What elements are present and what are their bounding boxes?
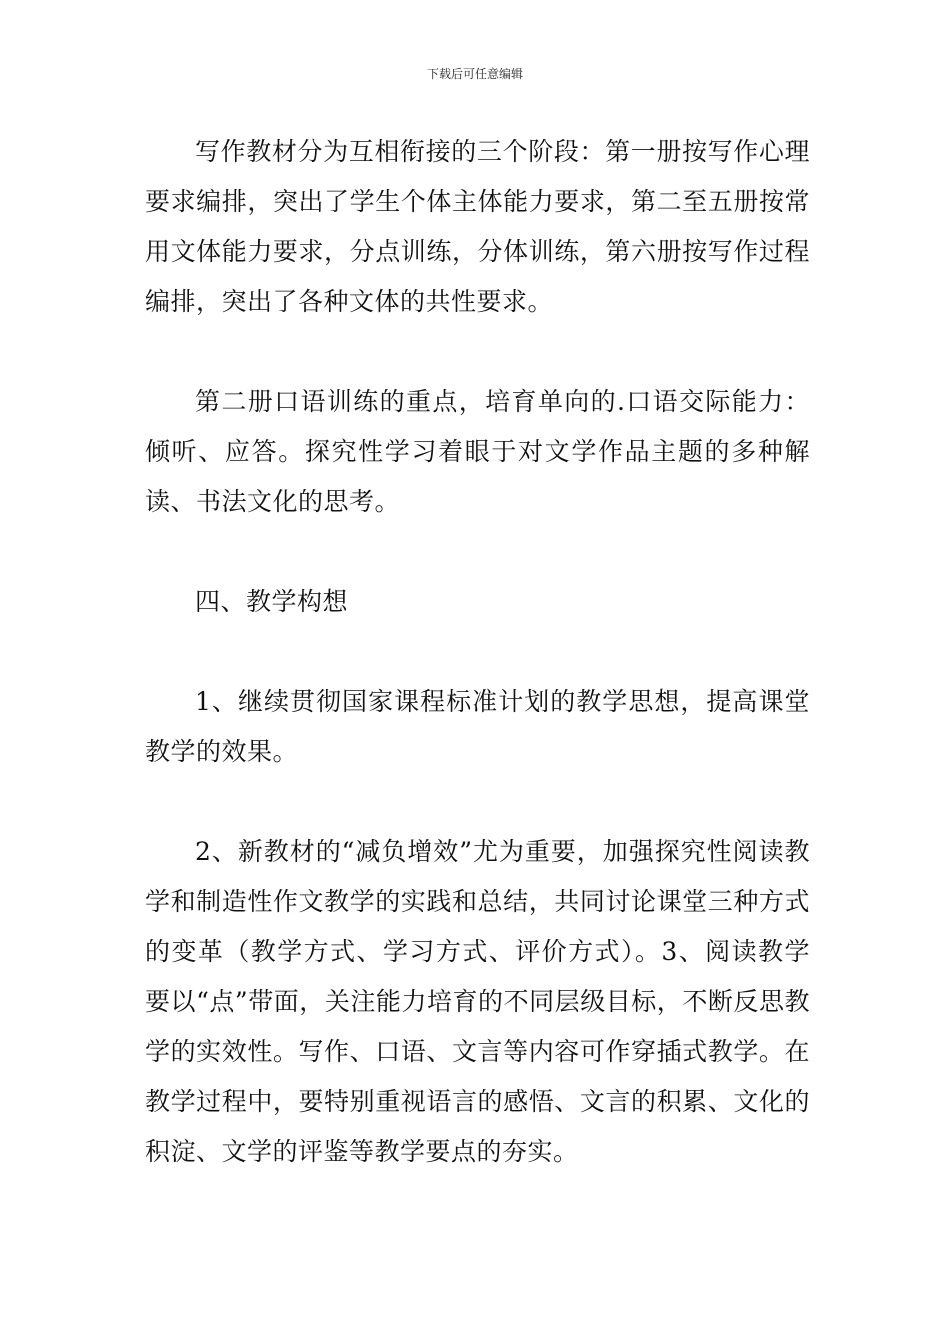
- paragraph-oral-training: 第二册口语训练的重点，培育单向的.口语交际能力：倾听、应答。探究性学习着眼于对文学作品主题的多种解读、书法文化的思考。: [145, 387, 810, 516]
- paragraph-gap: [145, 627, 810, 677]
- paragraph-item-1: 1、继续贯彻国家课程标准计划的教学思想，提高课堂教学的效果。: [145, 687, 810, 766]
- document-body: [145, 127, 810, 1177]
- paragraph-item-2-3: 2、新教材的“减负增效”尤为重要，加强探究性阅读教学和制造性作文教学的实践和总结，共同讨论课堂三种方式的变革（教学方式、学习方式、评价方式）。3、阅读教学要以“点”带面，关注能力培育的不同层级目标，不断反思教学的实效性。写作、口语、文言等内容可作穿插式教学。在教学过程中，要特别重视语言的感悟、文言的积累、文化的积淀、文学的评鉴等教学要点的夯实。: [145, 837, 810, 1166]
- page-header: 下载后可任意编辑: [426, 67, 523, 81]
- paragraph-writing-stages: 写作教材分为互相衔接的三个阶段：第一册按写作心理要求编排，突出了学生个体主体能力要求，第二至五册按常用文体能力要求，分点训练，分体训练，第六册按写作过程编排，突出了各种文体的共性要求。: [145, 137, 810, 316]
- paragraph-gap: [145, 527, 810, 577]
- section-heading: 四、教学构想: [195, 587, 349, 616]
- paragraph-gap: [145, 327, 810, 377]
- paragraph-gap: [145, 777, 810, 827]
